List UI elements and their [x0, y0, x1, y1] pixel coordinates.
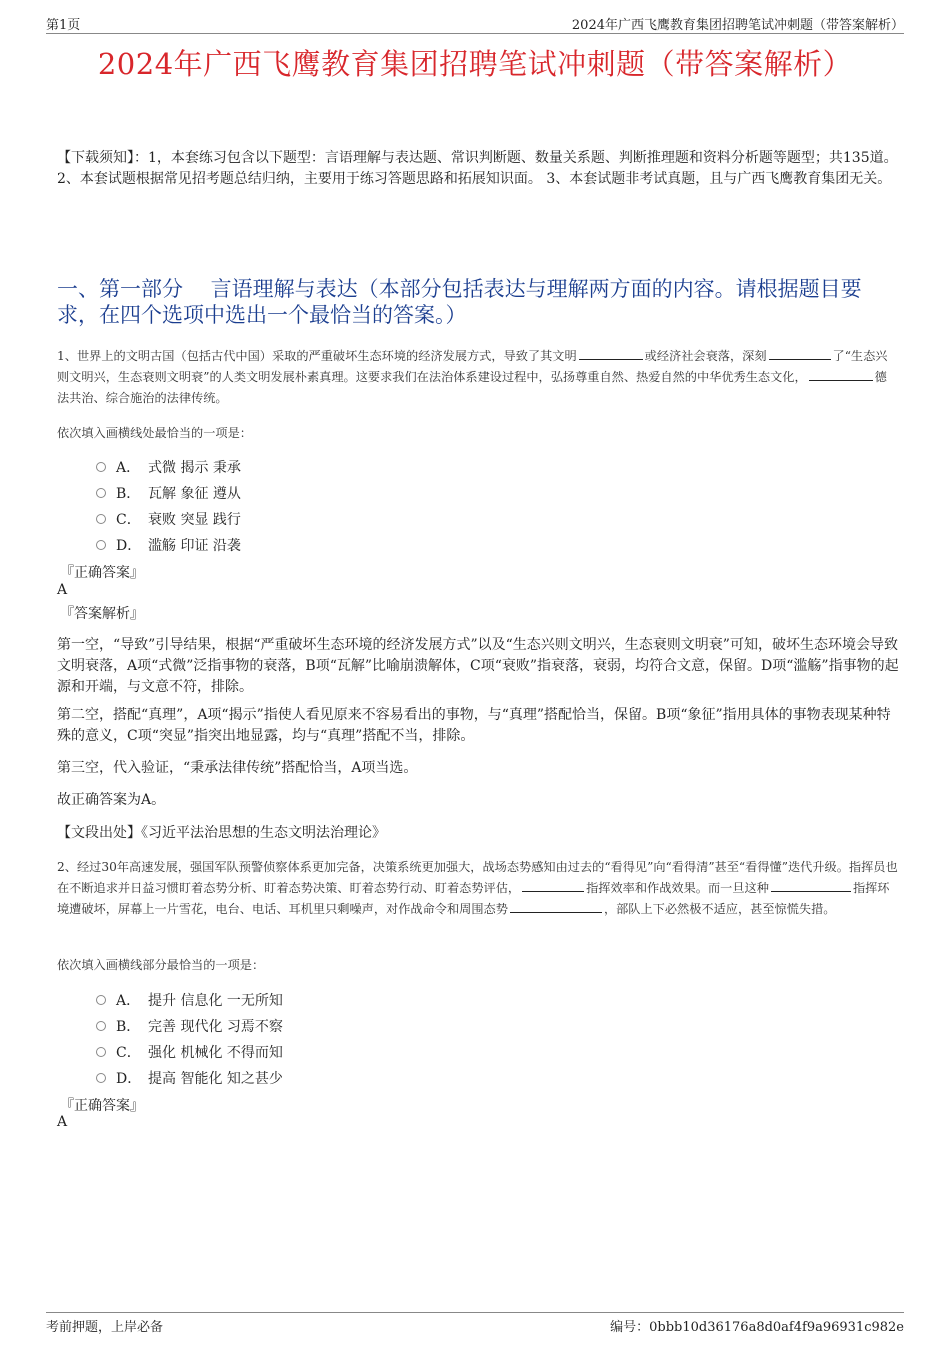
option-letter: B．	[116, 1019, 141, 1035]
q1-segment: 1、世界上的文明古国（包括古代中国）采取的严重破坏生态环境的经济发展方式，导致了其文明	[57, 349, 577, 363]
q1-blank-3	[809, 368, 873, 381]
q1-answer-label: 『正确答案』	[60, 565, 144, 581]
option-letter: B．	[116, 486, 141, 502]
q1-analysis-para-3: 第三空，代入验证，“秉承法律传统”搭配恰当，A项当选。	[57, 760, 418, 776]
q1-segment: 或经济社会衰落，深刻	[644, 349, 767, 363]
q1-option-d[interactable]	[96, 535, 241, 555]
question-1-prompt: 依次填入画横线处最恰当的一项是：	[57, 426, 252, 440]
q2-option-a[interactable]	[96, 990, 283, 1010]
q2-segment: 指挥效率和作战效果。而一旦这种	[586, 881, 769, 895]
radio-icon[interactable]	[96, 1021, 106, 1031]
q2-blank-2	[771, 879, 851, 892]
q1-option-b[interactable]	[96, 483, 241, 503]
q2-segment: 2、经过30年高速发展，强国军队预警侦察体系更加完备，决策系统更加强大，战场态势感知由过去的“看得见”向“看得清”甚至“看得懂”迭代升级。指挥员也在不断追求并日益习惯盯着态势分析、盯着态势决策、盯着态势行动、盯着态势评估，	[57, 860, 898, 895]
section-heading: 一、第一部分 言语理解与表达（本部分包括表达与理解两方面的内容。请根据题目要求，在四个选项中选出一个最恰当的答案。）	[57, 277, 862, 327]
option-text: 式微 揭示 秉承	[148, 460, 241, 476]
q1-segment: 了“生态兴则文明兴，生态衰则文明衰”的人类文明发展朴素真理。这要求我们在法治体系建设过程中，弘扬尊重自然、热爱自然的中华优秀生态文化，	[57, 349, 888, 384]
header-divider	[46, 33, 904, 34]
q1-source: 【文段出处】《习近平法治思想的生态文明法治理论》	[57, 825, 386, 841]
q1-segment: 德法共治、综合施治的法律传统。	[57, 370, 887, 405]
option-text: 滥觞 印证 沿袭	[148, 538, 241, 554]
option-letter: C．	[116, 512, 141, 528]
radio-icon[interactable]	[96, 514, 106, 524]
header-doc-title: 2024年广西飞鹰教育集团招聘笔试冲刺题（带答案解析）	[571, 18, 904, 33]
option-letter: D．	[116, 1071, 142, 1087]
footer-divider	[46, 1312, 904, 1313]
option-letter: A．	[116, 460, 141, 476]
q2-segment: 指挥环境遭破坏，屏幕上一片雪花，电台、电话、耳机里只剩噪声，对作战命令和周围态势	[57, 881, 890, 916]
q2-option-b[interactable]	[96, 1016, 283, 1036]
page-number: 第1页	[46, 18, 81, 33]
q1-analysis-label: 『答案解析』	[60, 606, 144, 622]
footer-slogan: 考前押题，上岸必备	[46, 1320, 164, 1335]
q1-option-a[interactable]	[96, 457, 241, 477]
option-letter: C．	[116, 1045, 141, 1061]
option-text: 完善 现代化 习焉不察	[148, 1019, 283, 1035]
q1-blank-1	[579, 347, 643, 360]
radio-icon[interactable]	[96, 540, 106, 550]
q2-blank-1	[522, 879, 584, 892]
radio-icon[interactable]	[96, 1047, 106, 1057]
q2-answer: A	[57, 1114, 68, 1130]
option-text: 提升 信息化 一无所知	[148, 993, 283, 1009]
q1-blank-2	[769, 347, 831, 360]
q1-analysis-para-1: 第一空，“导致”引导结果，根据“严重破坏生态环境的经济发展方式”以及“生态兴则文明兴，生态衰则文明衰”可知，破坏生态环境会导致文明衰落，A项“式微”泛指事物的衰落，B项“瓦解”比喻崩溃解体，C项“衰败”指衰落，衰弱，均符合文意，保留。D项“滥觞”指事物的起源和开端，与文意不符，排除。	[57, 637, 899, 695]
radio-icon[interactable]	[96, 1073, 106, 1083]
q2-blank-3	[510, 900, 602, 913]
q1-analysis-para-4: 故正确答案为A。	[57, 792, 166, 808]
option-text: 衰败 突显 践行	[148, 512, 241, 528]
option-text: 提高 智能化 知之甚少	[148, 1071, 283, 1087]
radio-icon[interactable]	[96, 995, 106, 1005]
download-notice: 【下载须知】：1，本套练习包含以下题型：言语理解与表达题、常识判断题、数量关系题、判断推理题和资料分析题等题型；共135道。 2、本套试题根据常见招考题总结归纳，主要用于练习答题思路和拓展知识面。 3、本套试题非考试真题，且与广西飞鹰教育集团无关。	[57, 150, 898, 187]
question-2-prompt: 依次填入画横线部分最恰当的一项是：	[57, 958, 265, 972]
option-letter: D．	[116, 538, 142, 554]
option-text: 瓦解 象征 遵从	[148, 486, 241, 502]
q2-option-d[interactable]	[96, 1068, 283, 1088]
radio-icon[interactable]	[96, 488, 106, 498]
q1-analysis-para-2: 第二空，搭配“真理”，A项“揭示”指使人看见原来不容易看出的事物，与“真理”搭配恰当，保留。B项“象征”指用具体的事物表现某种特殊的意义，C项“突显”指突出地显露，均与“真理”搭配不当，排除。	[57, 707, 891, 744]
question-2-text	[57, 857, 899, 920]
q2-answer-label: 『正确答案』	[60, 1098, 144, 1114]
q1-answer: A	[57, 582, 68, 598]
q2-option-c[interactable]	[96, 1042, 283, 1062]
option-text: 强化 机械化 不得而知	[148, 1045, 283, 1061]
question-1-text	[57, 346, 899, 409]
page-title: 2024年广西飞鹰教育集团招聘笔试冲刺题（带答案解析）	[97, 47, 853, 81]
radio-icon[interactable]	[96, 462, 106, 472]
footer-code: 编号：0bbb10d36176a8d0af4f9a96931c982e	[610, 1320, 904, 1335]
q2-segment: ，部队上下必然极不适应，甚至惊慌失措。	[603, 902, 836, 916]
option-letter: A．	[116, 993, 141, 1009]
q1-option-c[interactable]	[96, 509, 241, 529]
